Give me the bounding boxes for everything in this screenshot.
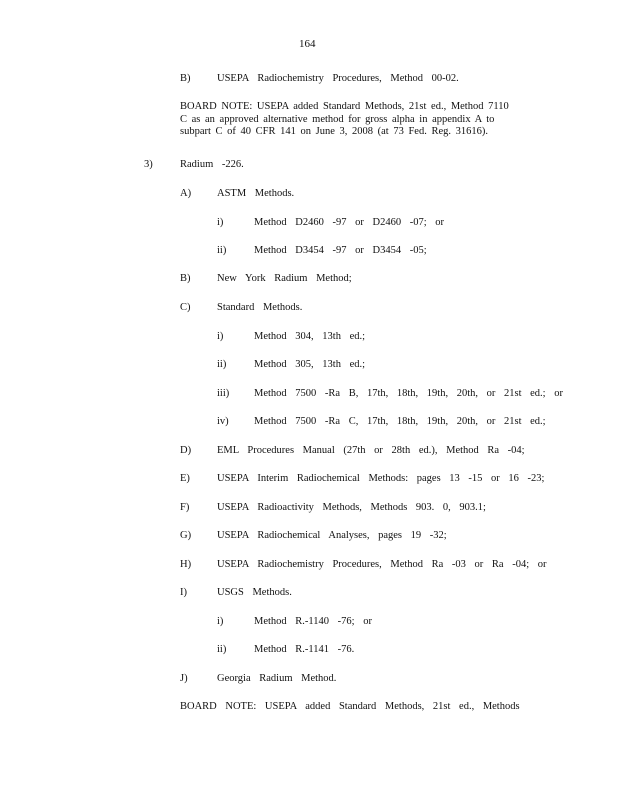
item-label-g: G): [180, 530, 192, 541]
item-text-j: Georgia Radium Method.: [217, 673, 337, 684]
subitem-text-c-i: Method 304, 13th ed.;: [254, 331, 366, 342]
item-label-b: B): [180, 273, 191, 284]
subitem-label-i-i: i): [217, 616, 224, 627]
item-text-h: USEPA Radiochemistry Procedures, Method Ra -03 or Ra -04; or: [217, 559, 547, 570]
item-text-g: USEPA Radiochemical Analyses, pages 19 -32;: [217, 530, 447, 541]
subitem-label-c-iii: iii): [217, 388, 230, 399]
item-text-i: USGS Methods.: [217, 587, 292, 598]
subitem-label-a-ii: ii): [217, 245, 227, 256]
board-note-1-line-1: BOARD NOTE: USEPA added Standard Methods, 21st ed., Method 7110: [180, 101, 509, 112]
subitem-label-a-i: i): [217, 217, 224, 228]
item-label-h: H): [180, 559, 192, 570]
subitem-text-a-i: Method D2460 -97 or D2460 -07; or: [254, 217, 444, 228]
section-3-label: 3): [144, 159, 153, 170]
item-label-e: E): [180, 473, 190, 484]
subitem-text-a-ii: Method D3454 -97 or D3454 -05;: [254, 245, 427, 256]
subitem-label-c-ii: ii): [217, 359, 227, 370]
board-note-1-line-3: subpart C of 40 CFR 141 on June 3, 2008 (at 73 Fed. Reg. 31616).: [180, 126, 488, 137]
subitem-label-c-iv: iv): [217, 416, 229, 427]
item-label-a: A): [180, 188, 192, 199]
item-label-f: F): [180, 502, 190, 513]
item-text-d: EML Procedures Manual (27th or 28th ed.), Method Ra -04;: [217, 445, 525, 456]
item-text-a: ASTM Methods.: [217, 188, 295, 199]
subitem-label-c-i: i): [217, 331, 224, 342]
board-note-1: [180, 101, 545, 139]
subitem-text-c-ii: Method 305, 13th ed.;: [254, 359, 366, 370]
item-text-b: New York Radium Method;: [217, 273, 352, 284]
item-label-i: I): [180, 587, 187, 598]
subitem-text-c-iv: Method 7500 -Ra C, 17th, 18th, 19th, 20th, or 21st ed.;: [254, 416, 546, 427]
item-label-j: J): [180, 673, 188, 684]
item-text-c: Standard Methods.: [217, 302, 303, 313]
board-note-1-line-2: C as an approved alternative method for gross alpha in appendix A to: [180, 113, 495, 125]
subitem-text-c-iii: Method 7500 -Ra B, 17th, 18th, 19th, 20th, or 21st ed.; or: [254, 388, 563, 399]
subitem-text-i-ii: Method R.-1141 -76.: [254, 644, 355, 655]
board-note-2: BOARD NOTE: USEPA added Standard Methods, 21st ed., Methods: [180, 701, 520, 712]
item-label-c: C): [180, 302, 191, 313]
item-label-d: D): [180, 445, 192, 456]
item-text-f: USEPA Radioactivity Methods, Methods 903. 0, 903.1;: [217, 502, 486, 513]
subitem-text-i-i: Method R.-1140 -76; or: [254, 616, 372, 627]
page-number: 164: [299, 38, 316, 50]
subitem-label-i-ii: ii): [217, 644, 227, 655]
item-label-b-top: B): [180, 73, 191, 84]
section-3-title: Radium -226.: [180, 159, 244, 170]
item-text-b-top: USEPA Radiochemistry Procedures, Method 00-02.: [217, 73, 459, 84]
item-text-e: USEPA Interim Radiochemical Methods: pages 13 -15 or 16 -23;: [217, 473, 545, 484]
